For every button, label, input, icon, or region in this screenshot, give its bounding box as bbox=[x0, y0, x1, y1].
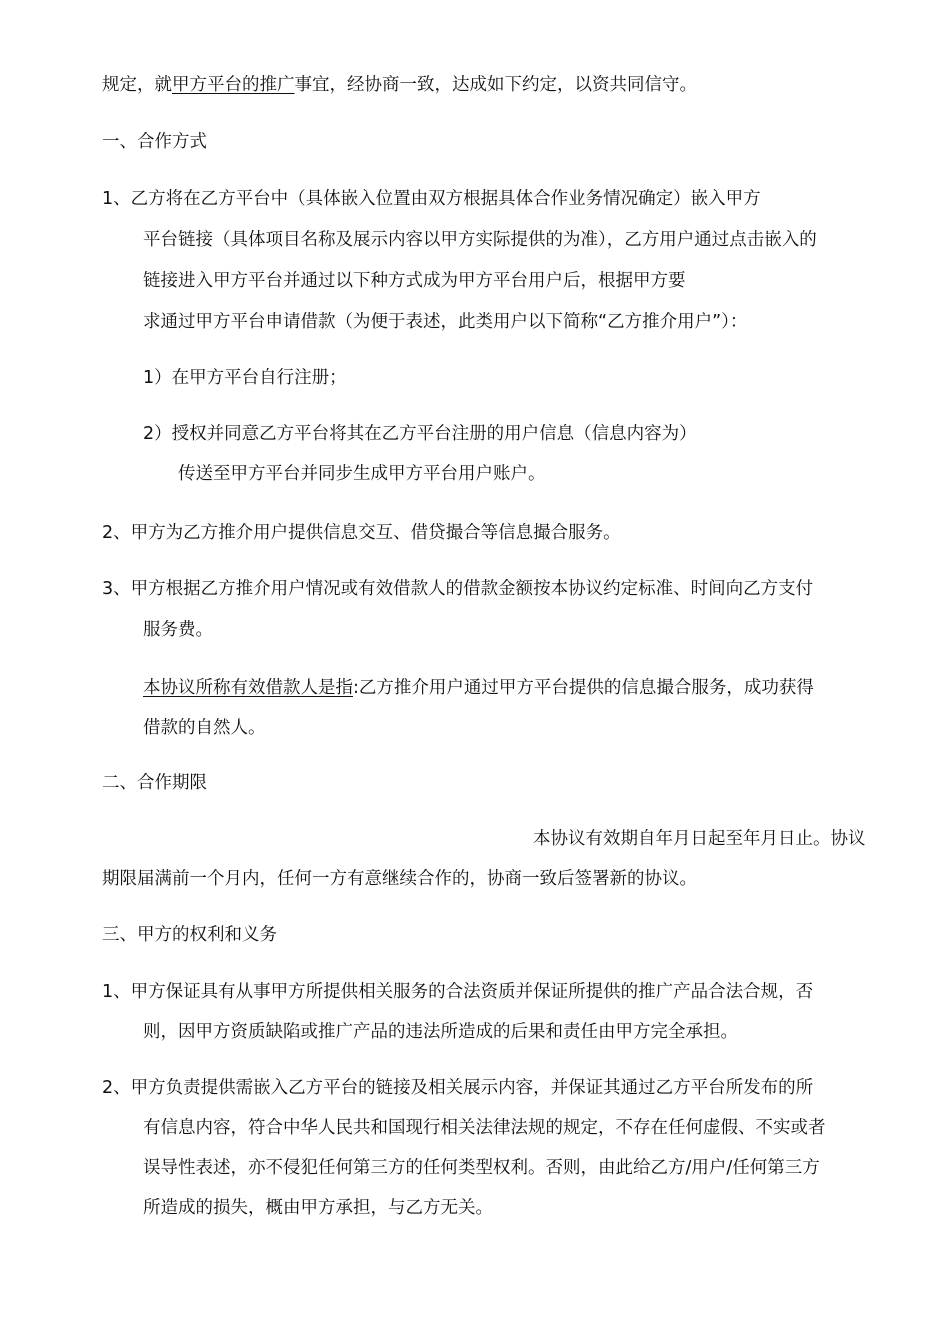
definition-line-1 bbox=[143, 676, 814, 700]
definition-line-2: 借款的自然人。 bbox=[143, 718, 266, 738]
sub-item-2-line-1: 2）授权并同意乙方平台将其在乙方平台注册的用户信息（信息内容为） bbox=[143, 424, 697, 444]
intro-underlined-text: 甲方平台的推广 bbox=[172, 75, 295, 95]
clause-1-line-4: 求通过甲方平台申请借款（为便于表述，此类用户以下简称“乙方推介用户”）： bbox=[143, 312, 748, 332]
rights-clause-2-line-1: 2、甲方负责提供需嵌入乙方平台的链接及相关展示内容，并保证其通过乙方平台所发布的所 bbox=[102, 1078, 814, 1098]
clause-2: 2、甲方为乙方推介用户提供信息交互、借贷撮合等信息撮合服务。 bbox=[102, 523, 621, 543]
section-heading-party-a-rights: 三、甲方的权利和义务 bbox=[102, 925, 277, 945]
clause-1-line-2: 平台链接（具体项目名称及展示内容以甲方实际提供的为准），乙方用户通过点击嵌入的 bbox=[143, 230, 817, 250]
clause-1-line-3: 链接进入甲方平台并通过以下种方式成为甲方平台用户后，根据甲方要 bbox=[143, 271, 686, 291]
sub-item-2-line-2: 传送至甲方平台并同步生成甲方平台用户账户。 bbox=[178, 464, 546, 484]
sub-item-1: 1）在甲方平台自行注册； bbox=[143, 368, 347, 388]
definition-text: :乙方推介用户通过甲方平台提供的信息撮合服务，成功获得 bbox=[353, 678, 814, 698]
rights-clause-2-line-3: 误导性表述，亦不侵犯任何第三方的任何类型权利。否则，由此给乙方/用户/任何第三方 bbox=[143, 1158, 820, 1178]
section-heading-cooperation-method: 一、合作方式 bbox=[102, 132, 207, 152]
clause-3-line-2: 服务费。 bbox=[143, 620, 213, 640]
definition-term: 本协议所称有效借款人是指 bbox=[143, 678, 353, 698]
intro-text-start: 规定，就 bbox=[102, 75, 172, 95]
rights-clause-2-line-2: 有信息内容，符合中华人民共和国现行相关法律法规的规定，不存在任何虚假、不实或者 bbox=[143, 1118, 826, 1138]
intro-paragraph bbox=[102, 73, 697, 97]
period-line-2: 期限届满前一个月内，任何一方有意继续合作的，协商一致后签署新的协议。 bbox=[102, 869, 697, 889]
rights-clause-1-line-2: 则，因甲方资质缺陷或推广产品的违法所造成的后果和责任由甲方完全承担。 bbox=[143, 1022, 738, 1042]
section-heading-cooperation-period: 二、合作期限 bbox=[102, 773, 207, 793]
clause-3-line-1: 3、甲方根据乙方推介用户情况或有效借款人的借款金额按本协议约定标准、时间向乙方支付 bbox=[102, 579, 814, 599]
intro-text-end: 事宜，经协商一致，达成如下约定，以资共同信守。 bbox=[294, 75, 697, 95]
rights-clause-1-line-1: 1、甲方保证具有从事甲方所提供相关服务的合法资质并保证所提供的推广产品合法合规，否 bbox=[102, 982, 814, 1002]
rights-clause-2-line-4: 所造成的损失，概由甲方承担，与乙方无关。 bbox=[143, 1198, 493, 1218]
clause-1-line-1: 1、乙方将在乙方平台中（具体嵌入位置由双方根据具体合作业务情况确定）嵌入甲方 bbox=[102, 189, 761, 209]
period-line-1: 本协议有效期自年月日起至年月日止。协议 bbox=[533, 829, 866, 849]
